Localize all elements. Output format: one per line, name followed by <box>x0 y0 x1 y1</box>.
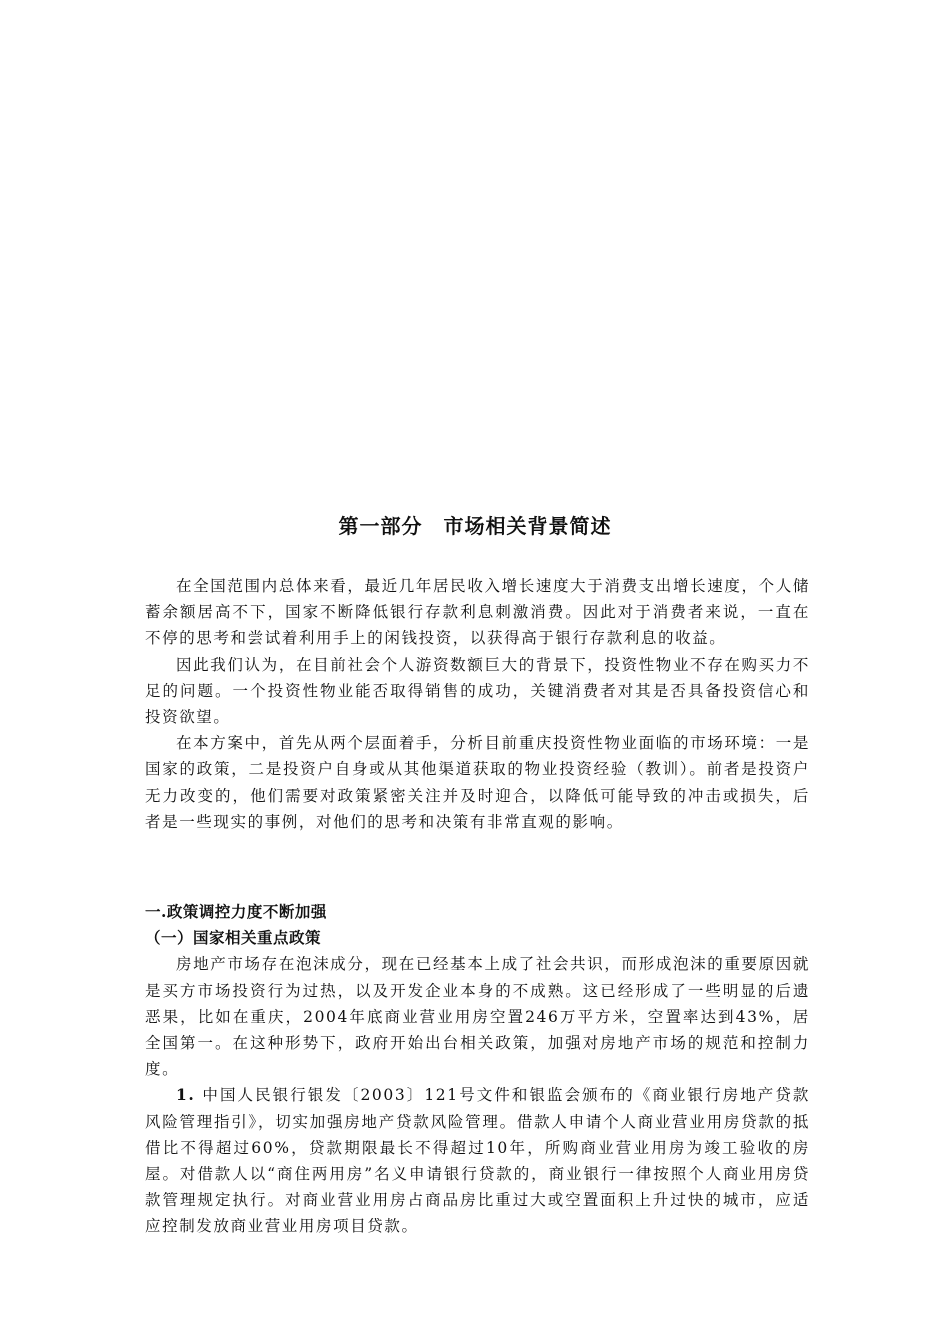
policy-section <box>145 899 810 1240</box>
intro-section <box>145 573 810 835</box>
section-paragraph: 房地产市场存在泡沫成分，现在已经基本上成了社会共识，而形成泡沫的重要原因就是买方市场投资行为过热，以及开发企业本身的不成熟。这已经形成了一些明显的后遗恶果，比如在重庆，2004年底商业营业用房空置246万平方米，空置率达到43%，居全国第一。在这种形势下，政府开始出台相关政策，加强对房地产市场的规范和控制力度。 <box>145 955 810 1079</box>
intro-paragraph-2: 因此我们认为，在目前社会个人游资数额巨大的背景下，投资性物业不存在购买力不足的问题。一个投资性物业能否取得销售的成功，关键消费者对其是否具备投资信心和投资欲望。 <box>145 655 810 727</box>
section-subheading: （一）国家相关重点政策 <box>145 928 322 948</box>
intro-paragraph-1: 在全国范围内总体来看，最近几年居民收入增长速度大于消费支出增长速度，个人储蓄余额居高不下，国家不断降低银行存款利息刺激消费。因此对于消费者来说，一直在不停的思考和尝试着利用手上的闲钱投资，以获得高于银行存款利息的收益。 <box>145 577 810 648</box>
item-text: 中国人民银行银发〔2003〕121号文件和银监会颁布的《商业银行房地产贷款风险管理指引》，切实加强房地产贷款风险管理。借款人申请个人商业营业用房贷款的抵借比不得超过60%，贷款期限最长不得超过10年，所购商业营业用房为竣工验收的房屋。对借款人以“商住两用房”名义申请银行贷款的，商业银行一律按照个人商业用房贷款管理规定执行。对商业营业用房占商品房比重过大或空置面积上升过快的城市，应适应控制发放商业营业用房项目贷款。 <box>145 1086 811 1236</box>
intro-paragraph-3: 在本方案中，首先从两个层面着手，分析目前重庆投资性物业面临的市场环境：一是国家的政策，二是投资户自身或从其他渠道获取的物业投资经验（教训）。前者是投资户无力改变的，他们需要对政策紧密关注并及时迎合，以降低可能导致的冲击或损失，后者是一些现实的事例，对他们的思考和决策有非常直观的影响。 <box>145 734 810 831</box>
section-heading: 一.政策调控力度不断加强 <box>145 902 327 921</box>
policy-item-1 <box>145 1082 810 1239</box>
page-title: 第一部分 市场相关背景简述 <box>338 514 612 538</box>
item-number: 1. <box>176 1085 196 1105</box>
